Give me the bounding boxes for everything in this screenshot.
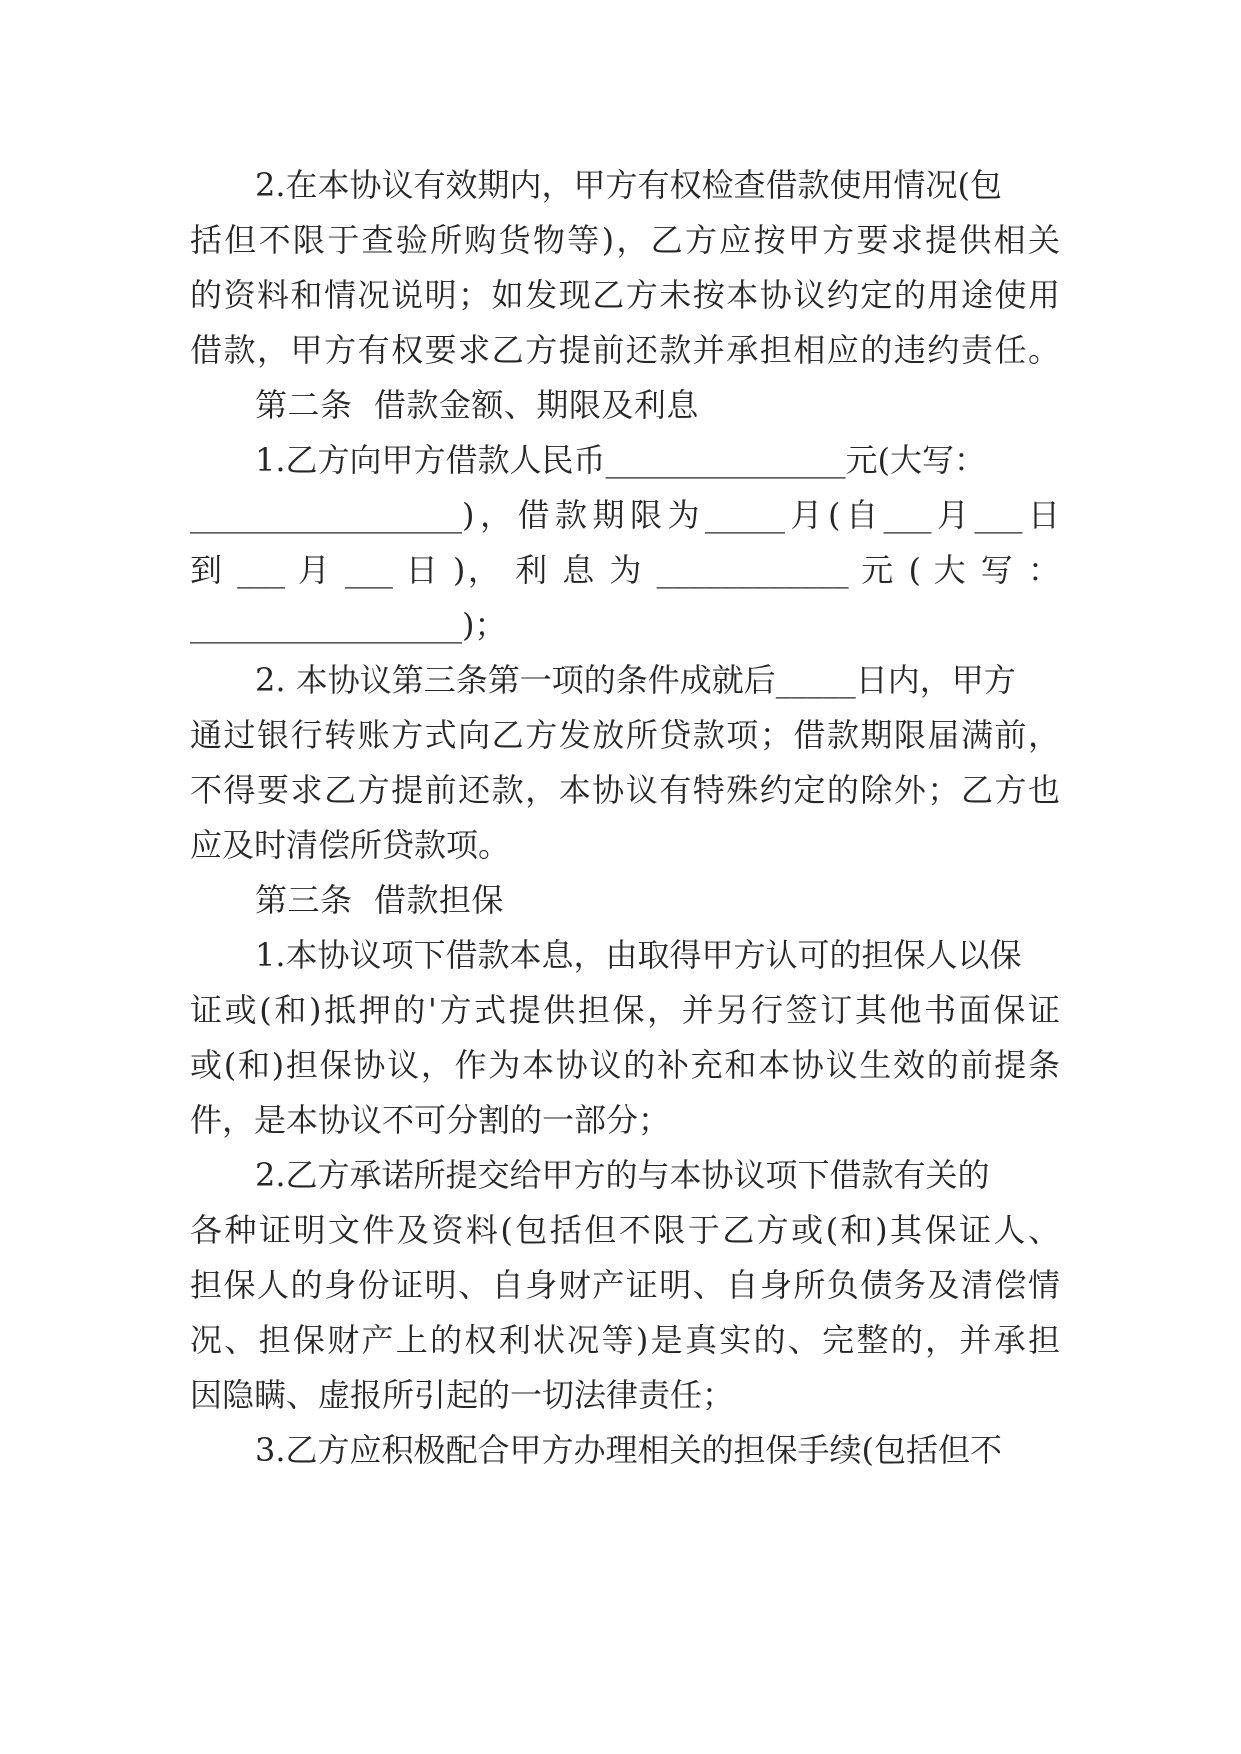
- paragraph-line: 件，是本协议不可分割的一部分；: [190, 1101, 671, 1139]
- paragraph-line: 不得要求乙方提前还款，本协议有特殊约定的除外；乙方也: [190, 771, 1060, 809]
- paragraph-line: 应及时清偿所贷款项。: [190, 826, 511, 864]
- paragraph-line: 各种证明文件及资料(包括但不限于乙方或(和)其保证人、: [190, 1211, 1060, 1249]
- paragraph-line: 2.在本协议有效期内，甲方有权检查借款使用情况(包: [255, 166, 1003, 204]
- paragraph-line: _________________)，借款期限为_____月(自___月___日: [190, 496, 1060, 534]
- paragraph-line: 括但不限于查验所购货物等)，乙方应按甲方要求提供相关: [190, 221, 1060, 259]
- paragraph-line: 况、担保财产上的权利状况等)是真实的、完整的，并承担: [190, 1321, 1060, 1359]
- paragraph-line: 2.乙方承诺所提交给甲方的与本协议项下借款有关的: [255, 1156, 990, 1194]
- section-heading: 第二条 借款金额、期限及利息: [255, 386, 699, 424]
- paragraph-line: 证或(和)抵押的'方式提供担保，并另行签订其他书面保证: [190, 991, 1060, 1029]
- paragraph-line: 1.乙方向甲方借款人民币_______________元(大写：: [255, 441, 987, 479]
- paragraph-line: _________________)；: [190, 606, 507, 644]
- paragraph-line: 因隐瞒、虚报所引起的一切法律责任；: [190, 1376, 735, 1414]
- paragraph-line: 或(和)担保协议，作为本协议的补充和本协议生效的前提条: [190, 1046, 1060, 1084]
- paragraph-line: 担保人的身份证明、自身财产证明、自身所负债务及清偿情: [190, 1266, 1060, 1304]
- paragraph-line: 的资料和情况说明；如发现乙方未按本协议约定的用途使用: [190, 276, 1060, 314]
- paragraph-line: 3.乙方应积极配合甲方办理相关的担保手续(包括但不: [255, 1431, 1003, 1469]
- section-heading: 第三条 借款担保: [255, 881, 504, 919]
- paragraph-line: 借款，甲方有权要求乙方提前还款并承担相应的违约责任。: [190, 331, 1060, 369]
- paragraph-line: 到 ___ 月 ___ 日 )， 利 息 为 ____________ 元 ( 大 写 ：: [190, 551, 1060, 589]
- paragraph-line: 通过银行转账方式向乙方发放所贷款项；借款期限届满前，: [190, 716, 1060, 754]
- paragraph-line: 1.本协议项下借款本息，由取得甲方认可的担保人以保: [255, 936, 1022, 974]
- paragraph-line: 2. 本协议第三条第一项的条件成就后_____日内，甲方: [255, 661, 1016, 699]
